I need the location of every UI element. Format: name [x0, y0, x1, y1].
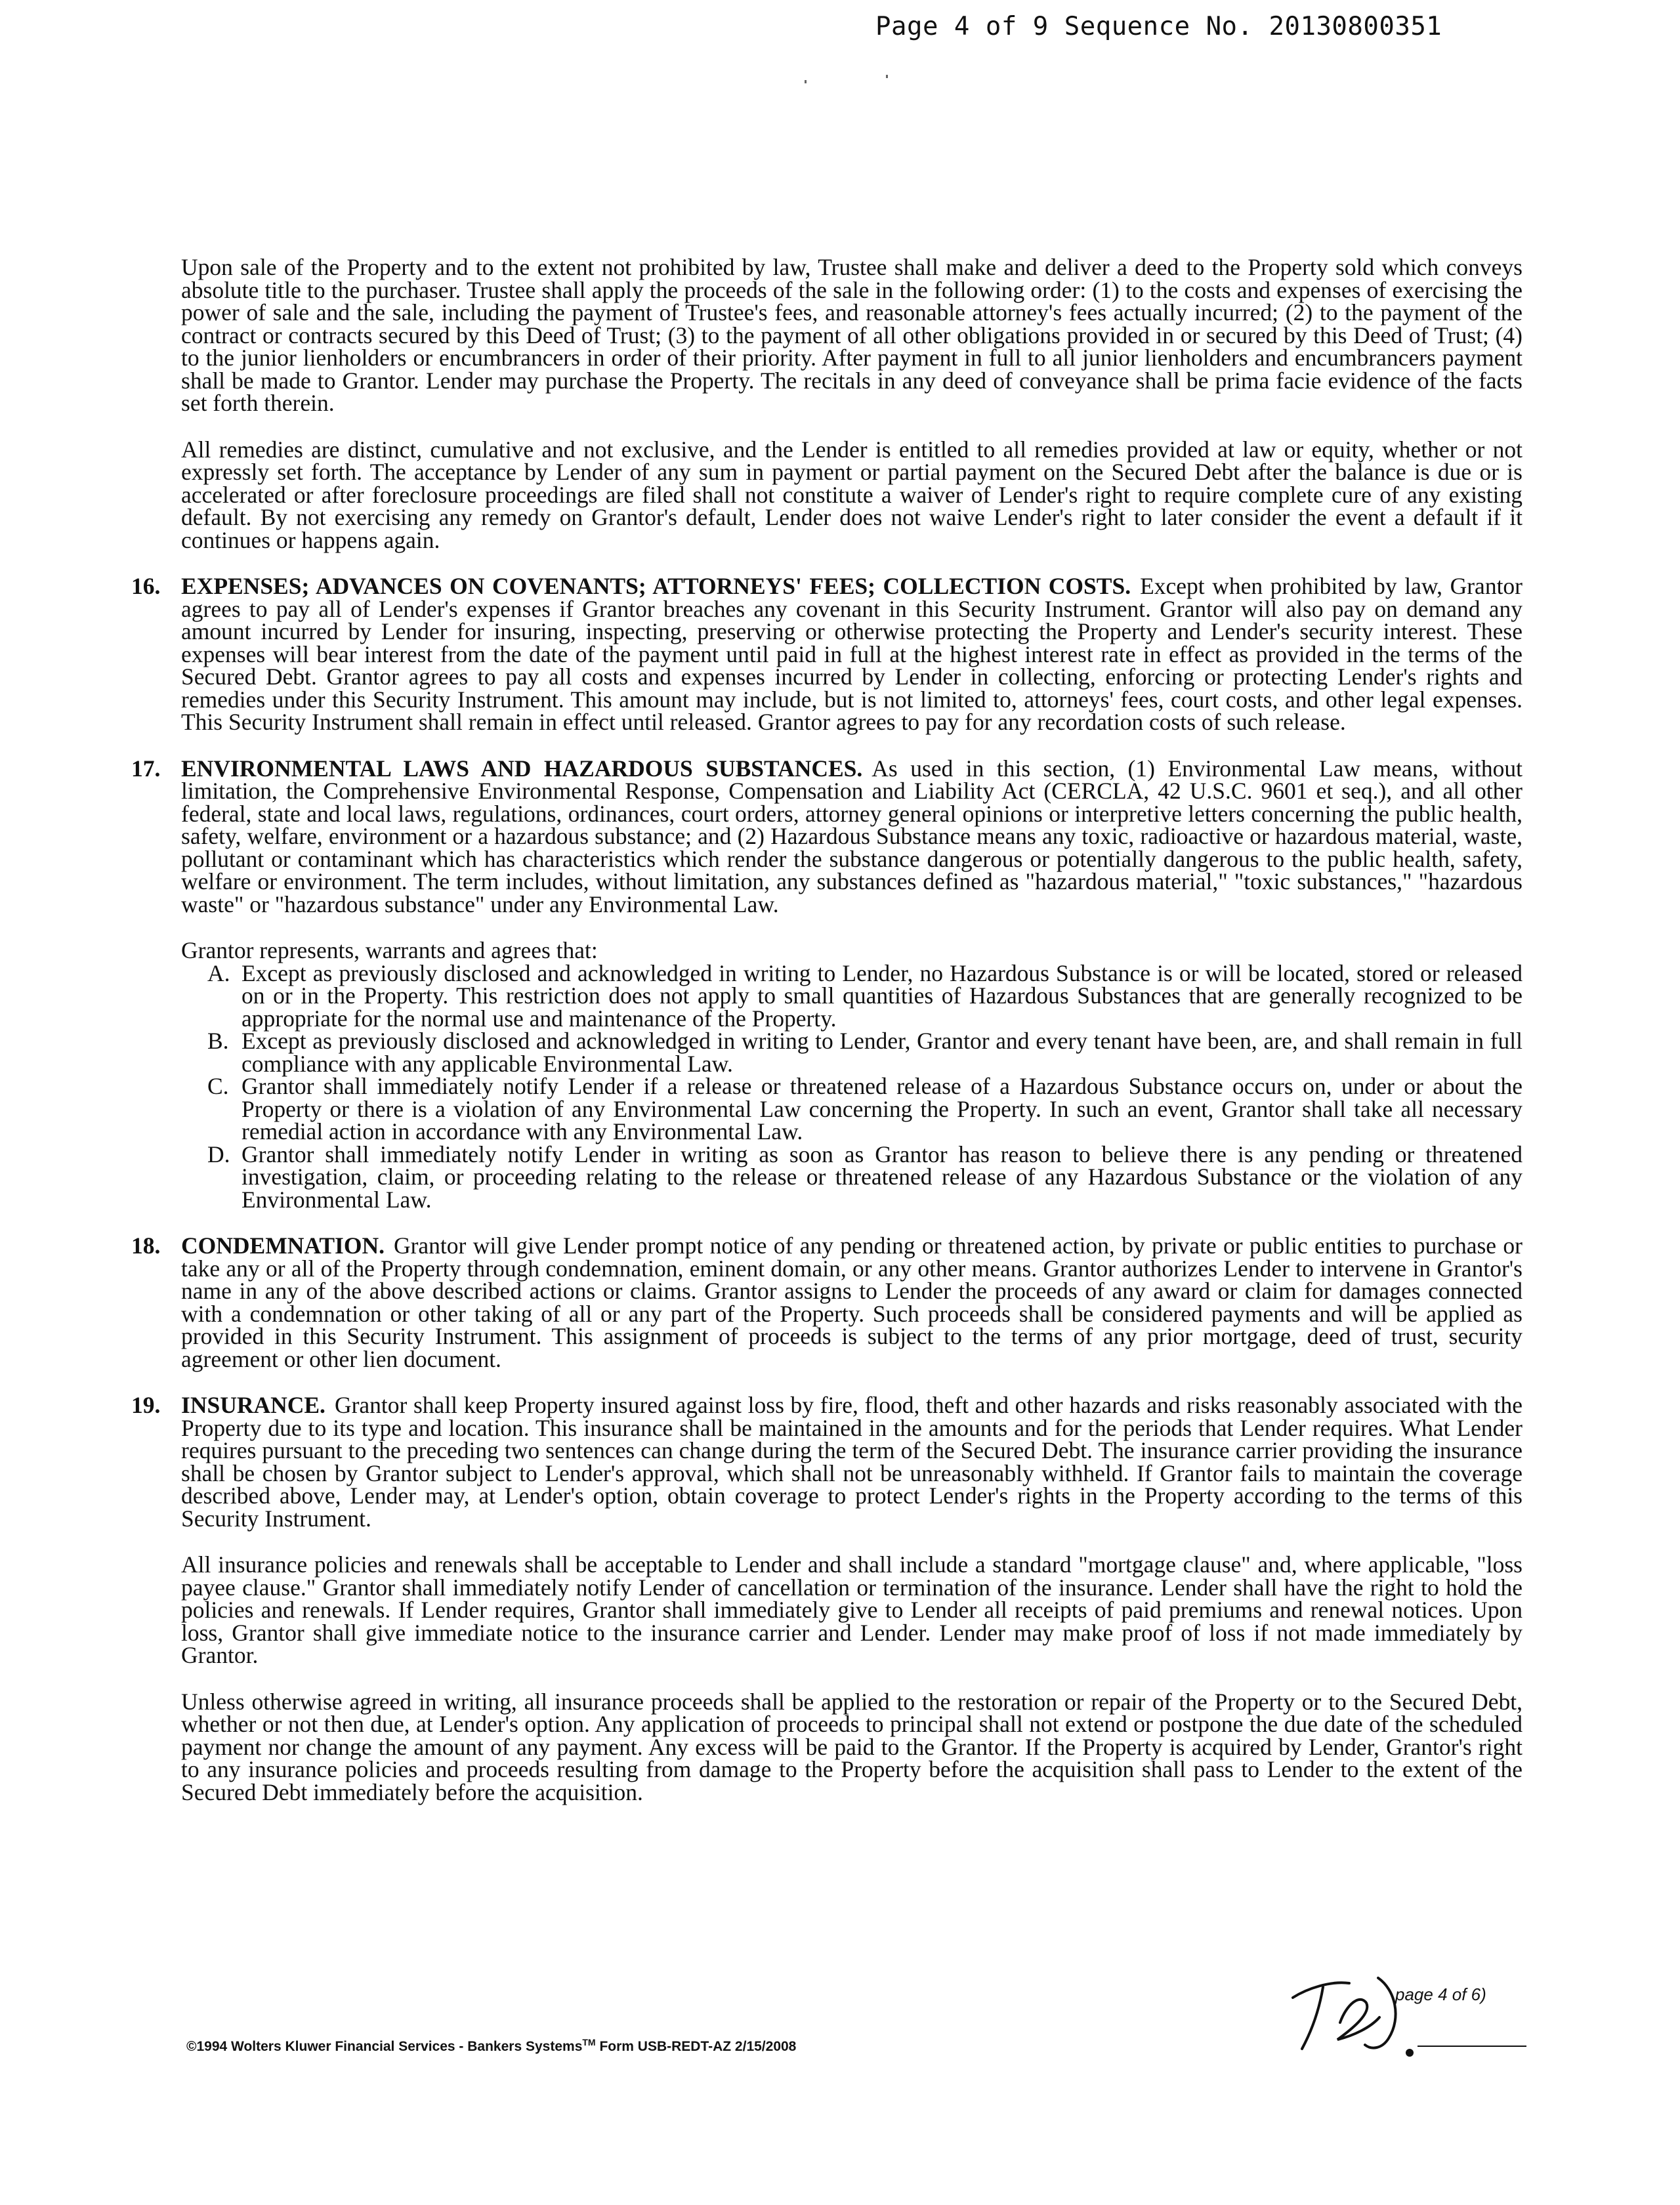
representations-intro: Grantor represents, warrants and agrees that: — [181, 937, 598, 963]
footer-form-id: Form USB-REDT-AZ 2/15/2008 — [599, 2039, 797, 2054]
footer-trademark: TM — [582, 2037, 596, 2048]
section-text: As used in this section, (1) Environmental Law means, without limitation, the Comprehensive Environmental Response, Compensation and Liability Act (CERCLA, 42 U.S.C. 9601 et seq.), and all other federal, state and local laws, regulations, ordinances, court orders, attorney general opinions or interpretive letters concerning the public health, safety, welfare, environment or a hazardous substance; and (2) Hazardous Substance means any toxic, radioactive or hazardous material, waste, pollutant or contaminant which has characteristics which render the substance dangerous or potentially dangerous to the public health, safety, welfare or environment. The term includes, without limitation, any substances defined as "hazardous material," "toxic substances," "hazardous waste" or "hazardous substance" under any Environmental Law. — [181, 755, 1522, 917]
page-note: page 4 of 6) — [1395, 1984, 1486, 2004]
list-letter: D. — [207, 1141, 230, 1167]
section-heading: INSURANCE. — [181, 1392, 326, 1418]
section-number: 17. — [131, 755, 161, 782]
section-number: 19. — [131, 1392, 161, 1418]
section-number: 18. — [131, 1232, 161, 1259]
initials-stroke — [1365, 1978, 1396, 2048]
handwritten-initials — [1267, 1954, 1424, 2066]
sequence-header: Page 4 of 9 Sequence No. 20130800351 — [875, 12, 1442, 41]
list-item-text: Grantor shall immediately notify Lender in writing as soon as Grantor has reason to believe there is any pending or threatened investigation, claim, or proceeding relating to the release or threatened release of any Hazardous Substance or the violation of any Environmental Law. — [242, 1141, 1522, 1213]
initials-stroke — [1337, 2000, 1379, 2040]
footer-form-line — [186, 2037, 796, 2055]
scan-speck — [886, 75, 888, 78]
section-number: 16. — [131, 573, 161, 599]
paragraph-remedies: All remedies are distinct, cumulative and not exclusive, and the Lender is entitled to all remedies provided at law or equity, whether or not expressly set forth. The acceptance by Lender of any sum in payment or partial payment on the Secured Debt after the balance is due or is accelerated or after foreclosure proceedings are filed shall not constitute a waiver of Lender's right to require complete cure of any existing default. By not exercising any remedy on Grantor's default, Lender does not waive Lender's right to later consider the event a default if it continues or happens again. — [181, 436, 1522, 553]
section-text: Except when prohibited by law, Grantor agrees to pay all of Lender's expenses if Grantor breaches any covenant in this Security Instrument. Grantor will also pay on demand any amount incurred by Lender for insuring, inspecting, preserving or otherwise protecting the Property and Lender's security interest. These expenses will bear interest from the date of the payment until paid in full at the highest interest rate in effect as provided in the terms of the Secured Debt. Grantor agrees to pay all costs and expenses incurred by Lender in collecting, enforcing or protecting Lender's rights and remedies under this Security Instrument. This amount may include, but is not limited to, attorneys' fees, court costs, and other legal expenses. This Security Instrument shall remain in effect until released. Grantor agrees to pay for any recordation costs of such release. — [181, 573, 1523, 735]
initials-line — [1418, 2046, 1526, 2047]
section-heading: EXPENSES; ADVANCES ON COVENANTS; ATTORNEYS' FEES; COLLECTION COSTS. — [181, 573, 1131, 599]
section-heading: CONDEMNATION. — [181, 1232, 385, 1259]
section-text: Grantor will give Lender prompt notice of any pending or threatened action, by private or public entities to purchase or take any or all of the Property through condemnation, eminent domain, or any other means. Grantor authorizes Lender to intervene in Grantor's name in any of the above described actions or claims. Grantor assigns to Lender the proceeds of any award or claim for damages connected with a condemnation or other taking of all or any part of the Property. Such proceeds shall be considered payments and will be applied as provided in this Security Instrument. This assignment of proceeds is subject to the terms of any prior mortgage, deed of trust, security agreement or other lien document. — [181, 1232, 1522, 1372]
section-heading: ENVIRONMENTAL LAWS AND HAZARDOUS SUBSTANCES. — [181, 755, 863, 782]
initials-stroke — [1302, 1987, 1323, 2049]
scan-speck — [805, 80, 807, 83]
list-item — [207, 1030, 1522, 1075]
insurance-policies-paragraph: All insurance policies and renewals shall be acceptable to Lender and shall include a standard "mortgage clause" and, where applicable, "loss payee clause." Grantor shall immediately notify Lender of cancellation or termination of the insurance. Lender shall have the right to hold the policies and renewals. If Lender requires, Grantor shall immediately give to Lender all receipts of paid premiums and renewal notices. Upon loss, Grantor shall give immediate notice to the insurance carrier and Lender. Lender may make proof of loss if not made immediately by Grantor. — [181, 1551, 1522, 1668]
section-text: Grantor shall keep Property insured against loss by fire, flood, theft and other hazards and risks reasonably associated with the Property due to its type and location. This insurance shall be maintained in the amounts and for the periods that Lender requires. What Lender requires pursuant to the preceding two sentences can change during the term of the Secured Debt. The insurance carrier providing the insurance shall be chosen by Grantor subject to Lender's approval, which shall not be unreasonably withheld. If Grantor fails to maintain the coverage described above, Lender may, at Lender's option, obtain coverage to protect Lender's rights in the Property according to the terms of this Security Instrument. — [181, 1392, 1522, 1532]
list-item-text: Except as previously disclosed and acknowledged in writing to Lender, Grantor and every tenant have been, are, and shall remain in full compliance with any applicable Environmental Law. — [242, 1028, 1522, 1077]
document-body — [118, 256, 1522, 1827]
paragraph-sale-proceeds: Upon sale of the Property and to the extent not prohibited by law, Trustee shall make and deliver a deed to the Property sold which conveys absolute title to the purchaser. Trustee shall apply the proceeds of the sale in the following order: (1) to the costs and expenses of exercising the power of sale and the sale, including the payment of Trustee's fees, and reasonable attorney's fees actually incurred; (2) to the payment of the contract or contracts secured by this Deed of Trust; (3) to the payment of all other obligations provided in or secured by this Deed of Trust; (4) to the junior lienholders or encumbrancers in order of their priority. After payment in full to all junior lienholders and encumbrancers payment shall be made to Grantor. Lender may purchase the Property. The recitals in any deed of conveyance shall be prima facie evidence of the facts set forth therein. — [181, 254, 1522, 416]
representations-block — [181, 939, 1522, 1211]
section-insurance — [118, 1394, 1522, 1803]
section-environmental — [118, 757, 1522, 1211]
list-item — [207, 959, 1522, 1032]
list-letter: A. — [207, 959, 230, 986]
list-item — [207, 1075, 1522, 1143]
initials-dot — [1406, 2049, 1414, 2057]
list-item-text: Grantor shall immediately notify Lender if a release or threatened release of a Hazardous Substance occurs on, under or about the Property or there is a violation of any Environmental Law concerning the Property. In such an event, Grantor shall take all necessary remedial action in accordance with any Environmental Law. — [242, 1073, 1522, 1144]
list-item — [207, 1143, 1522, 1211]
footer-copyright: ©1994 Wolters Kluwer Financial Services - Bankers Systems — [186, 2039, 583, 2054]
list-item-text: Except as previously disclosed and acknowledged in writing to Lender, no Hazardous Substance is or will be located, stored or released on or in the Property. This restriction does not apply to small quantities of Hazardous Substances that are generally recognized to be appropriate for the normal use and maintenance of the Property. — [242, 959, 1522, 1032]
section-expenses — [118, 575, 1522, 734]
list-letter: B. — [207, 1028, 229, 1054]
section-condemnation — [118, 1234, 1522, 1370]
insurance-proceeds-paragraph: Unless otherwise agreed in writing, all insurance proceeds shall be applied to the restoration or repair of the Property or to the Secured Debt, whether or not then due, at Lender's option. Any application of proceeds to principal shall not extend or postpone the due date of the scheduled payment nor change the amount of any payment. Any excess will be paid to the Grantor. If the Property is acquired by Lender, Grantor's right to any insurance policies and proceeds resulting from damage to the Property before the acquisition shall pass to Lender to the extent of the Secured Debt immediately before the acquisition. — [181, 1688, 1522, 1805]
list-letter: C. — [207, 1073, 229, 1099]
